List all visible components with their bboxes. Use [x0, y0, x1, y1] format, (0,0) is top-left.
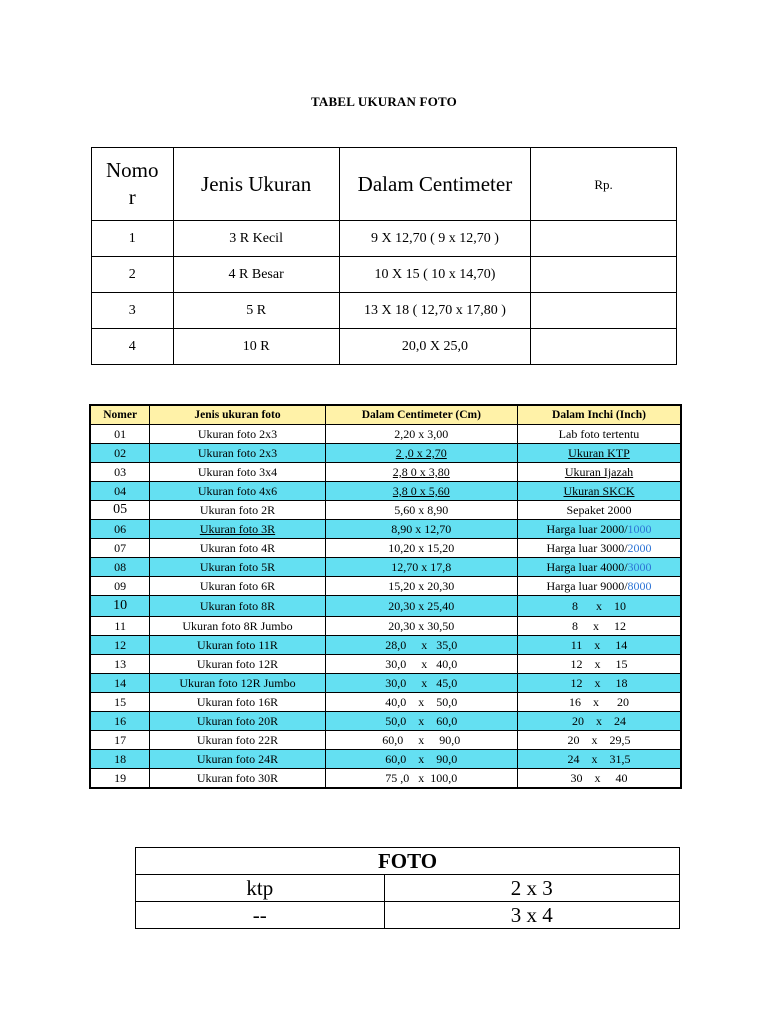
cell-inch	[518, 425, 682, 444]
table-row	[90, 482, 681, 501]
inch-text: Ukuran Ijazah	[564, 465, 634, 479]
cell-rp	[531, 329, 677, 365]
inch-text: Ukuran SKCK	[563, 484, 635, 498]
table-row	[92, 257, 677, 293]
cell-inch	[518, 769, 682, 789]
cell-inch	[518, 617, 682, 636]
header-dalam-centimeter-cm: Dalam Centimeter (Cm)	[325, 405, 517, 425]
foto-heading: FOTO	[136, 848, 680, 875]
cell-no: 02	[90, 444, 150, 463]
cell-inch	[518, 520, 682, 539]
inch-price-text: 1000	[627, 522, 652, 536]
table-row	[136, 902, 680, 929]
cell-cm: 60,0 x 90,0	[325, 731, 517, 750]
table1-header-row	[92, 148, 677, 221]
cell-cm	[325, 444, 517, 463]
cell-inch	[518, 596, 682, 617]
cell-jenis	[150, 520, 325, 539]
header-jenis-ukuran: Jenis Ukuran	[173, 148, 339, 221]
table-row	[90, 501, 681, 520]
inch-price-text: 8000	[627, 579, 652, 593]
cell-cm: 50,0 x 60,0	[325, 712, 517, 731]
table-row	[90, 636, 681, 655]
table3-header-row	[136, 848, 680, 875]
cell-no: 01	[90, 425, 150, 444]
inch-text: Harga luar 2000/	[546, 522, 628, 536]
cell-cm: 5,60 x 8,90	[325, 501, 517, 520]
header-rp: Rp.	[531, 148, 677, 221]
cell-jenis: Ukuran foto 11R	[150, 636, 325, 655]
cell-cm: 20,30 x 25,40	[325, 596, 517, 617]
cell-no: 13	[90, 655, 150, 674]
cell-no: 3	[92, 293, 174, 329]
table-row	[90, 655, 681, 674]
cell-no: 10	[90, 596, 150, 617]
foto-summary-table	[135, 847, 680, 929]
cell-cm	[325, 463, 517, 482]
table-row	[90, 520, 681, 539]
cell-cm: 75 ,0 x 100,0	[325, 769, 517, 789]
inch-text: Sepaket 2000	[566, 503, 632, 517]
header-nomor: Nomo r	[92, 148, 174, 221]
cell-jenis: 3 R Kecil	[173, 221, 339, 257]
cell-cm: 9 X 12,70 ( 9 x 12,70 )	[339, 221, 530, 257]
cell-jenis: Ukuran foto 5R	[150, 558, 325, 577]
cell-no: 04	[90, 482, 150, 501]
cell-inch	[518, 636, 682, 655]
cm-text: 2 ,0 x 2,70	[395, 446, 447, 460]
cell-inch	[518, 674, 682, 693]
cell-rp	[531, 221, 677, 257]
cell-no: 06	[90, 520, 150, 539]
cell-label: ktp	[136, 875, 385, 902]
cell-no: 1	[92, 221, 174, 257]
cell-inch	[518, 655, 682, 674]
cell-cm: 20,30 x 30,50	[325, 617, 517, 636]
cell-inch	[518, 577, 682, 596]
inch-text: 30 x 40	[570, 771, 628, 785]
table-row	[90, 769, 681, 789]
inch-text: 8 x 10	[572, 599, 626, 613]
inch-text: 12 x 15	[570, 657, 628, 671]
cell-cm: 10 X 15 ( 10 x 14,70)	[339, 257, 530, 293]
cell-jenis: Ukuran foto 2R	[150, 501, 325, 520]
cell-jenis: 4 R Besar	[173, 257, 339, 293]
cell-jenis: Ukuran foto 20R	[150, 712, 325, 731]
cell-no: 2	[92, 257, 174, 293]
table-row	[90, 596, 681, 617]
table-row	[90, 712, 681, 731]
cell-jenis: Ukuran foto 24R	[150, 750, 325, 769]
cell-size: 3 x 4	[384, 902, 679, 929]
inch-text: 16 x 20	[569, 695, 629, 709]
cell-inch	[518, 750, 682, 769]
table-row	[92, 293, 677, 329]
table-row	[90, 674, 681, 693]
table-row	[90, 577, 681, 596]
cell-jenis: Ukuran foto 16R	[150, 693, 325, 712]
cell-cm: 15,20 x 20,30	[325, 577, 517, 596]
cm-text: 3,8 0 x 5,60	[392, 484, 450, 498]
inch-price-text: 3000	[627, 560, 652, 574]
inch-price-text: 2000	[627, 541, 652, 555]
table-row	[90, 539, 681, 558]
cell-cm: 12,70 x 17,8	[325, 558, 517, 577]
photo-size-table-2	[89, 404, 682, 789]
cell-cm: 28,0 x 35,0	[325, 636, 517, 655]
table-row	[90, 731, 681, 750]
jenis-text: Ukuran foto 3R	[199, 522, 276, 536]
table-row	[92, 221, 677, 257]
inch-text: 24 x 31,5	[567, 752, 631, 766]
cell-cm: 60,0 x 90,0	[325, 750, 517, 769]
cell-no: 03	[90, 463, 150, 482]
cell-cm: 10,20 x 15,20	[325, 539, 517, 558]
cell-size: 2 x 3	[384, 875, 679, 902]
cell-jenis: 5 R	[173, 293, 339, 329]
cell-inch	[518, 731, 682, 750]
cell-no: 05	[90, 501, 150, 520]
cell-jenis: Ukuran foto 8R	[150, 596, 325, 617]
cell-inch	[518, 482, 682, 501]
cell-inch	[518, 444, 682, 463]
table-row	[90, 463, 681, 482]
cell-jenis: Ukuran foto 2x3	[150, 444, 325, 463]
cell-jenis: Ukuran foto 2x3	[150, 425, 325, 444]
header-dalam-centimeter: Dalam Centimeter	[339, 148, 530, 221]
inch-text: 12 x 18	[570, 676, 628, 690]
table-row	[90, 693, 681, 712]
cell-no: 11	[90, 617, 150, 636]
inch-text: Harga luar 9000/	[546, 579, 628, 593]
cell-cm: 2,20 x 3,00	[325, 425, 517, 444]
table-row	[92, 329, 677, 365]
cell-jenis: Ukuran foto 6R	[150, 577, 325, 596]
table-row	[90, 444, 681, 463]
cell-inch	[518, 463, 682, 482]
cell-jenis: Ukuran foto 4x6	[150, 482, 325, 501]
page-title: TABEL UKURAN FOTO	[311, 94, 457, 109]
cell-label: --	[136, 902, 385, 929]
cell-jenis: Ukuran foto 30R	[150, 769, 325, 789]
cell-cm	[325, 482, 517, 501]
cell-no: 15	[90, 693, 150, 712]
cell-inch	[518, 501, 682, 520]
inch-text: 11 x 14	[570, 638, 628, 652]
table2-header-row	[90, 405, 681, 425]
inch-text: Harga luar 3000/	[546, 541, 628, 555]
cell-no: 17	[90, 731, 150, 750]
cell-no: 4	[92, 329, 174, 365]
cell-no: 16	[90, 712, 150, 731]
cell-jenis: Ukuran foto 3x4	[150, 463, 325, 482]
inch-text: 20 x 29,5	[567, 733, 631, 747]
cell-jenis: 10 R	[173, 329, 339, 365]
inch-text: Ukuran KTP	[568, 446, 630, 460]
cell-cm: 13 X 18 ( 12,70 x 17,80 )	[339, 293, 530, 329]
table-row	[90, 750, 681, 769]
cell-no: 09	[90, 577, 150, 596]
cell-rp	[531, 257, 677, 293]
cell-jenis: Ukuran foto 12R	[150, 655, 325, 674]
inch-text: Harga luar 4000/	[546, 560, 628, 574]
cell-no: 14	[90, 674, 150, 693]
inch-text: 20 x 24	[572, 714, 626, 728]
cell-cm: 30,0 x 45,0	[325, 674, 517, 693]
cell-inch	[518, 539, 682, 558]
cell-rp	[531, 293, 677, 329]
cell-cm: 20,0 X 25,0	[339, 329, 530, 365]
cell-inch	[518, 693, 682, 712]
cell-cm: 40,0 x 50,0	[325, 693, 517, 712]
cell-no: 07	[90, 539, 150, 558]
photo-size-table-1	[91, 147, 677, 365]
cell-jenis: Ukuran foto 12R Jumbo	[150, 674, 325, 693]
cell-jenis: Ukuran foto 22R	[150, 731, 325, 750]
header-nomer: Nomer	[90, 405, 150, 425]
inch-text: 8 x 12	[572, 619, 626, 633]
table-row	[90, 558, 681, 577]
cell-jenis: Ukuran foto 8R Jumbo	[150, 617, 325, 636]
table-row	[90, 617, 681, 636]
cell-no: 18	[90, 750, 150, 769]
cell-no: 08	[90, 558, 150, 577]
cell-jenis: Ukuran foto 4R	[150, 539, 325, 558]
table-row	[136, 875, 680, 902]
cell-inch	[518, 558, 682, 577]
cell-inch	[518, 712, 682, 731]
cell-no: 12	[90, 636, 150, 655]
cm-text: 2,8 0 x 3,80	[392, 465, 450, 479]
cell-no: 19	[90, 769, 150, 789]
header-dalam-inchi: Dalam Inchi (Inch)	[518, 405, 682, 425]
cell-cm: 8,90 x 12,70	[325, 520, 517, 539]
header-jenis-ukuran-foto: Jenis ukuran foto	[150, 405, 325, 425]
inch-text: Lab foto tertentu	[558, 427, 640, 441]
table-row	[90, 425, 681, 444]
cell-cm: 30,0 x 40,0	[325, 655, 517, 674]
